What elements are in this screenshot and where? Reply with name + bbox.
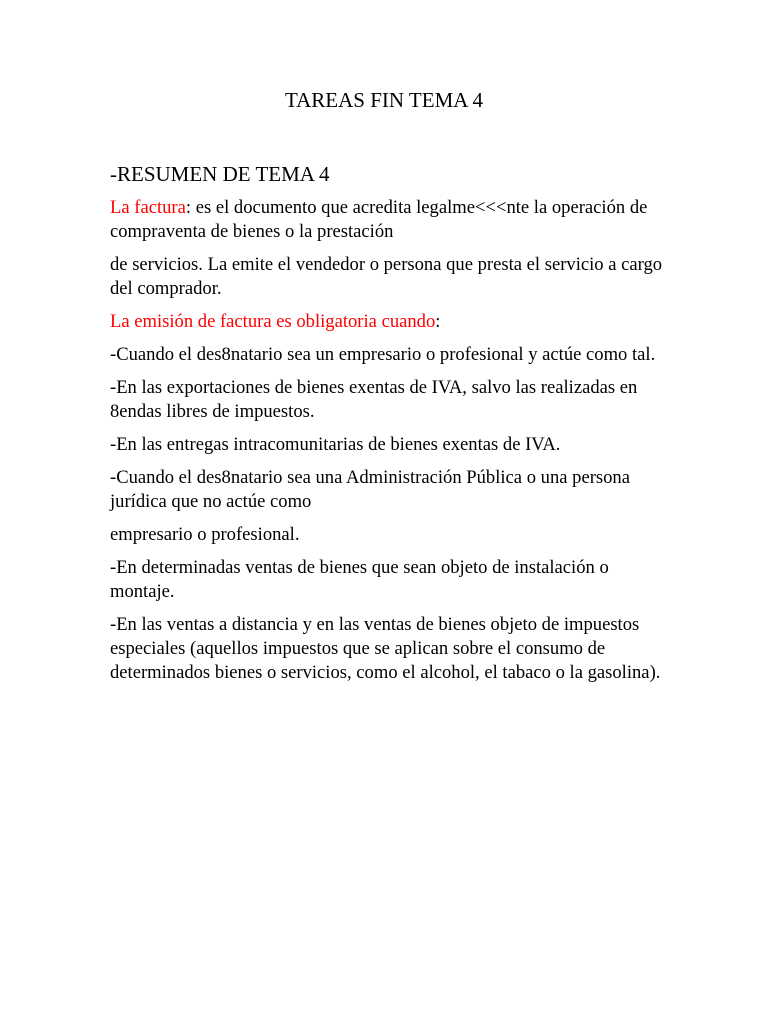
paragraph-factura-definition [110, 196, 670, 244]
list-item: -En las ventas a distancia y en las ventas de bienes objeto de impuestos especiales (aquellos impuestos que se aplican sobre el consumo de determinados bienes o servicios, como el alcohol, el tabaco o la gasolina). [110, 614, 661, 683]
term-factura: La factura [110, 197, 186, 218]
paragraph-obligatoria [110, 310, 670, 334]
paragraph-servicios: de servicios. La emite el vendedor o persona que presta el servicio a cargo del comprador. [110, 254, 663, 299]
list-item: -En las exportaciones de bienes exentas de IVA, salvo las realizadas en 8endas libres de impuestos. [110, 377, 638, 422]
document-body [110, 161, 670, 694]
list-item: -En las entregas intracomunitarias de bienes exentas de IVA. [110, 434, 561, 455]
list-item: -En determinadas ventas de bienes que sean objeto de instalación o montaje. [110, 557, 609, 602]
section-heading: -RESUMEN DE TEMA 4 [110, 162, 330, 186]
list-item: empresario o profesional. [110, 524, 300, 545]
document-title: TAREAS FIN TEMA 4 [284, 88, 484, 112]
obligatoria-colon: : [435, 311, 441, 332]
list-item: -Cuando el des8natario sea una Administración Pública o una persona jurídica que no actúe como [110, 467, 630, 512]
term-obligatoria: La emisión de factura es obligatoria cuando [110, 311, 436, 332]
factura-definition-text: : es el documento que acredita legalme<<<nte la operación de compraventa de bienes o la prestación [110, 197, 648, 242]
list-item: -Cuando el des8natario sea un empresario o profesional y actúe como tal. [110, 344, 656, 365]
